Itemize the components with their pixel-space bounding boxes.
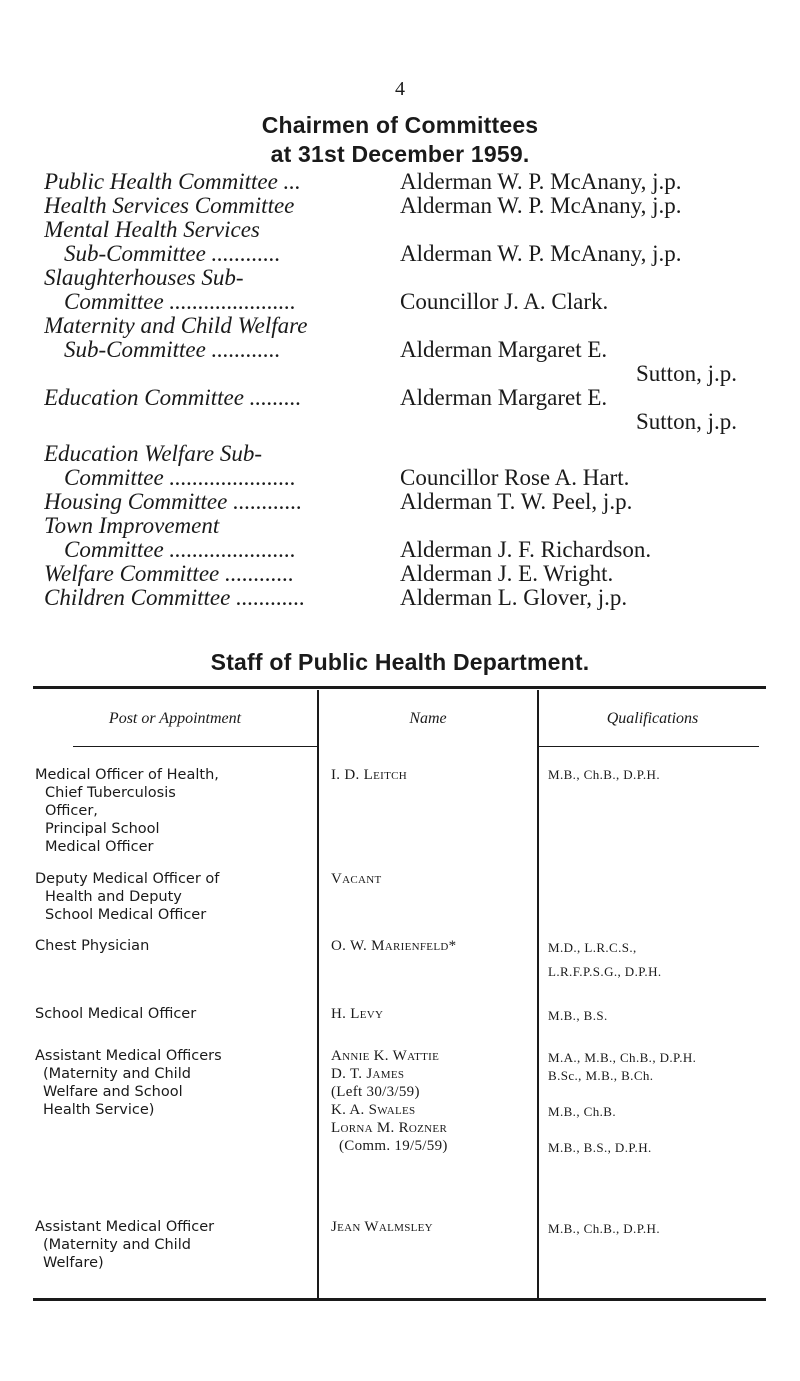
staff-name: D. T. James [331, 1066, 405, 1082]
header-underline [539, 746, 759, 747]
chairmen-heading: Chairmen of Committees [261, 112, 539, 138]
table-row-post [35, 766, 305, 856]
committee-name: Children Committee ............ [44, 586, 306, 610]
table-row-qualifications [548, 1007, 763, 1025]
committees-list [44, 170, 784, 610]
committee-name: Mental Health Services [44, 218, 260, 242]
committee-chairman: Alderman T. W. Peel, j.p. [400, 489, 633, 514]
qualification: M.B., Ch.B. [548, 1104, 616, 1119]
post-line: Deputy Medical Officer of [35, 871, 220, 887]
committee-chairman: Alderman Margaret E. [400, 385, 608, 410]
committee-row [44, 314, 784, 338]
committee-row [44, 586, 784, 610]
committee-name-cont: Committee ...................... [64, 538, 296, 562]
table-row-qualifications [548, 1049, 763, 1157]
post-line: Assistant Medical Officer [35, 1219, 215, 1235]
committee-row [44, 442, 784, 466]
table-bottom-rule [33, 1298, 766, 1301]
committee-chairman: Councillor Rose A. Hart. [400, 465, 630, 490]
committee-row [44, 218, 784, 242]
committee-chairman-cont: Sutton, j.p. [636, 361, 737, 386]
staff-name: Vacant [331, 871, 382, 887]
table-row-post [35, 870, 305, 924]
committee-chairman: Alderman W. P. McAnany, j.p. [400, 193, 682, 218]
qualification: M.B., B.S., D.P.H. [548, 1140, 652, 1155]
column-header-name: Name [409, 710, 447, 727]
committee-name: Education Welfare Sub- [44, 442, 263, 466]
table-row-name [331, 1047, 531, 1155]
committee-name-cont: Sub-Committee ............ [64, 242, 281, 266]
committee-chairman-cont: Sutton, j.p. [636, 409, 737, 434]
staff-name: K. A. Swales [331, 1102, 416, 1118]
committee-row [44, 170, 784, 194]
post-line: Chief Tuberculosis [45, 785, 176, 801]
post-line: Principal School [45, 821, 160, 837]
staff-name: H. Levy [331, 1006, 384, 1022]
post-line: Chest Physician [35, 938, 150, 954]
column-header-post: Post or Appointment [108, 710, 242, 727]
committee-name: Town Improvement [44, 514, 220, 538]
post-line: Officer, [45, 803, 98, 819]
committee-name: Health Services Committee [44, 194, 295, 218]
table-row-name [331, 766, 531, 784]
column-header-qualifications: Qualifications [606, 710, 699, 727]
qualification: M.A., M.B., Ch.B., D.P.H. [548, 1050, 697, 1065]
qualification: M.B., Ch.B., D.P.H. [548, 1221, 660, 1236]
column-divider [537, 690, 539, 1298]
table-top-rule [33, 686, 766, 689]
committee-row [44, 194, 784, 218]
staff-name: Jean Walmsley [331, 1219, 433, 1235]
qualification: M.B., Ch.B., D.P.H. [548, 767, 660, 782]
table-row-name [331, 1218, 531, 1236]
staff-heading: Staff of Public Health Department. [210, 649, 590, 675]
post-line: Medical Officer of Health, [35, 767, 219, 783]
committee-name: Education Committee ......... [44, 386, 302, 410]
staff-note: (Left 30/3/59) [331, 1084, 420, 1100]
table-row-post [35, 1005, 305, 1023]
committee-name-cont: Sub-Committee ............ [64, 338, 281, 362]
committee-row [44, 514, 784, 538]
staff-name: Annie K. Wattie [331, 1048, 440, 1064]
committee-chairman: Alderman W. P. McAnany, j.p. [400, 169, 682, 194]
committee-row [44, 410, 784, 434]
post-line: Medical Officer [45, 839, 154, 855]
spacer [44, 434, 784, 442]
staff-name: Lorna M. Rozner [331, 1120, 448, 1136]
committee-name-cont: Committee ...................... [64, 466, 296, 490]
table-row-qualifications [548, 766, 763, 784]
post-line: (Maternity and Child [43, 1066, 191, 1082]
chairmen-date-heading: at 31st December 1959. [270, 141, 530, 167]
committee-chairman: Alderman W. P. McAnany, j.p. [400, 241, 682, 266]
header-underline [73, 746, 317, 747]
committee-chairman: Alderman L. Glover, j.p. [400, 585, 628, 610]
committee-row [44, 562, 784, 586]
committee-row [44, 386, 784, 410]
committee-row [44, 266, 784, 290]
staff-note: (Comm. 19/5/59) [339, 1138, 448, 1154]
committee-name-cont: Committee ...................... [64, 290, 296, 314]
committee-chairman: Alderman Margaret E. [400, 337, 608, 362]
committee-name: Welfare Committee ............ [44, 562, 294, 586]
table-row-qualifications [548, 939, 763, 981]
table-row-post [35, 1218, 305, 1272]
table-row-post [35, 937, 305, 955]
committee-name: Housing Committee ............ [44, 490, 303, 514]
table-row-name [331, 937, 531, 955]
post-line: School Medical Officer [35, 1006, 197, 1022]
qualification: L.R.F.P.S.G., D.P.H. [548, 964, 662, 979]
qualification: M.B., B.S. [548, 1008, 608, 1023]
committee-row [44, 490, 784, 514]
staff-name: O. W. Marienfeld* [331, 938, 457, 954]
post-line: Health and Deputy [45, 889, 182, 905]
committee-chairman: Alderman J. F. Richardson. [400, 537, 652, 562]
committee-row [44, 338, 784, 362]
table-row-post [35, 1047, 305, 1119]
committee-row [44, 466, 784, 490]
qualification: M.D., L.R.C.S., [548, 940, 637, 955]
table-row-name [331, 1005, 531, 1023]
post-line: Health Service) [43, 1102, 155, 1118]
post-line: School Medical Officer [45, 907, 207, 923]
post-line: (Maternity and Child [43, 1237, 191, 1253]
committee-name: Maternity and Child Welfare [44, 314, 308, 338]
post-line: Assistant Medical Officers [35, 1048, 222, 1064]
column-divider [317, 690, 319, 1298]
committee-chairman: Alderman J. E. Wright. [400, 561, 614, 586]
page-number: 4 [395, 78, 405, 100]
committee-name: Public Health Committee ... [44, 170, 301, 194]
committee-row [44, 538, 784, 562]
committee-row [44, 290, 784, 314]
committee-chairman: Councillor J. A. Clark. [400, 289, 609, 314]
committee-name: Slaughterhouses Sub- [44, 266, 244, 290]
post-line: Welfare) [43, 1255, 104, 1271]
table-row-qualifications [548, 1220, 763, 1238]
committee-row [44, 362, 784, 386]
qualification: B.Sc., M.B., B.Ch. [548, 1068, 654, 1083]
staff-table [33, 686, 766, 1303]
post-line: Welfare and School [43, 1084, 183, 1100]
table-row-name [331, 870, 531, 888]
committee-row [44, 242, 784, 266]
staff-name: I. D. Leitch [331, 767, 407, 783]
